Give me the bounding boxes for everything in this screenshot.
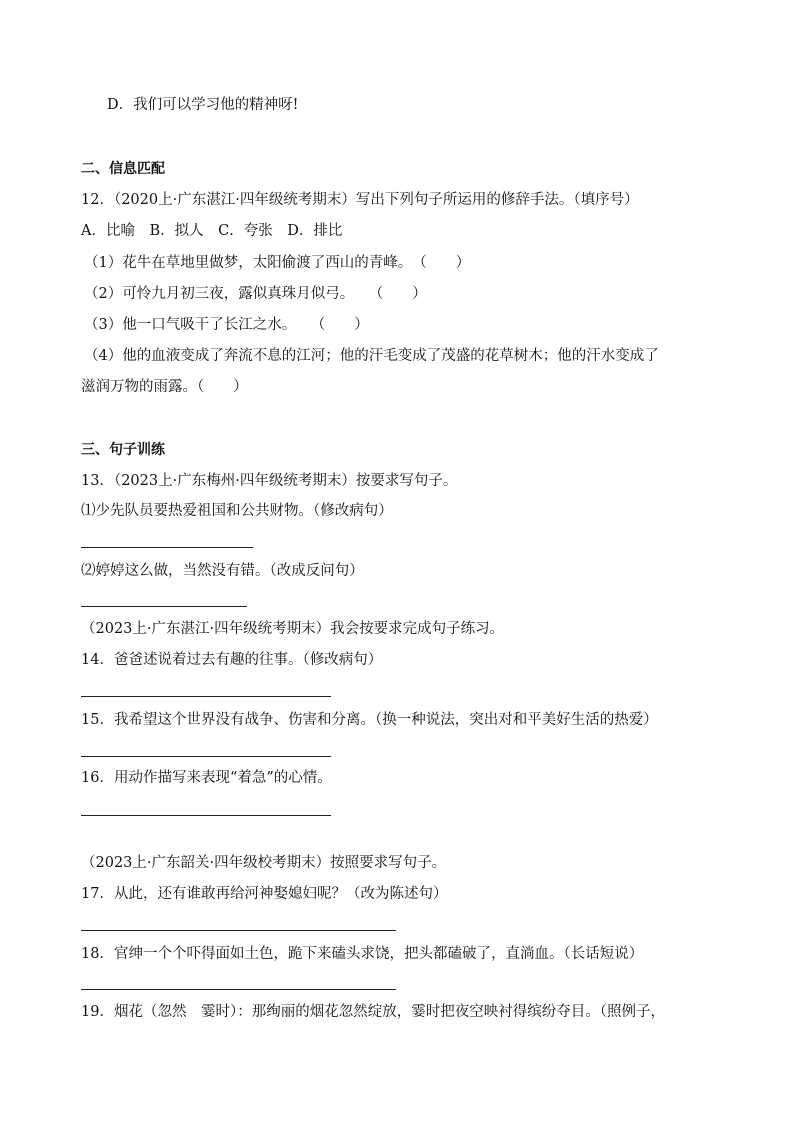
question-12-item-3: （3）他一口气吸干了长江之水。 （ ） bbox=[84, 317, 369, 333]
group-intro-zhanjiang: （2023上·广东湛江·四年级统考期末）我会按要求完成句子练习。 bbox=[81, 621, 505, 637]
answer-line-13-1[interactable] bbox=[81, 547, 253, 548]
question-14: 14．爸爸述说着过去有趣的往事。（修改病句） bbox=[81, 652, 383, 668]
question-12-item-2: （2）可怜九月初三夜，露似真珠月似弓。 （ ） bbox=[84, 286, 427, 302]
question-13-stem: 13．（2023上·广东梅州·四年级统考期末）按要求写句子。 bbox=[81, 473, 458, 489]
section-heading-matching: 二、信息匹配 bbox=[81, 161, 165, 177]
question-16: 16．用动作描写来表现“着急”的心情。 bbox=[81, 770, 332, 786]
question-12-options: A．比喻 B．拟人 C．夸张 D．排比 bbox=[81, 223, 343, 239]
question-15: 15．我希望这个世界没有战争、伤害和分离。（换一种说法，突出对和平美好生活的热爱） bbox=[81, 712, 658, 728]
section-heading-sentences: 三、句子训练 bbox=[81, 442, 165, 458]
d-option: D．我们可以学习他的精神呀! bbox=[107, 97, 299, 113]
question-17: 17．从此，还有谁敢再给河神娶媳妇呢？（改为陈述句） bbox=[81, 886, 448, 902]
answer-line-18[interactable] bbox=[81, 989, 396, 990]
group-intro-shaoguan: （2023上·广东韶关·四年级校考期末）按照要求写句子。 bbox=[81, 855, 447, 871]
question-13-item-2: ⑵婷婷这么做，当然没有错。（改成反问句） bbox=[81, 563, 364, 579]
question-12-item-4-line-2: 滋润万物的雨露。（ ） bbox=[81, 379, 248, 395]
question-12-item-4-line-1: （4）他的血液变成了奔流不息的江河；他的汗毛变成了茂盛的花草树木；他的汗水变成了 bbox=[84, 348, 659, 364]
answer-line-17[interactable] bbox=[81, 930, 396, 931]
answer-line-16[interactable] bbox=[81, 815, 331, 816]
answer-line-15[interactable] bbox=[81, 756, 331, 757]
question-13-item-1: ⑴少先队员要热爱祖国和公共财物。（修改病句） bbox=[81, 503, 393, 519]
question-18: 18．官绅一个个吓得面如土色，跪下来磕头求饶，把头都磕破了，直淌血。（长话短说） bbox=[81, 946, 644, 962]
question-12-item-1: （1）花牛在草地里做梦，太阳偷渡了西山的青峰。 （ ） bbox=[84, 255, 471, 271]
answer-line-13-2[interactable] bbox=[81, 606, 247, 607]
question-19: 19．烟花（忽然 霎时）：那绚丽的烟花忽然绽放，霎时把夜空映衬得缤纷夺目。（照例子， bbox=[81, 1004, 665, 1020]
answer-line-14[interactable] bbox=[81, 696, 331, 697]
question-12-stem: 12．（2020上·广东湛江·四年级统考期末）写出下列句子所运用的修辞手法。（填序号） bbox=[81, 192, 639, 208]
